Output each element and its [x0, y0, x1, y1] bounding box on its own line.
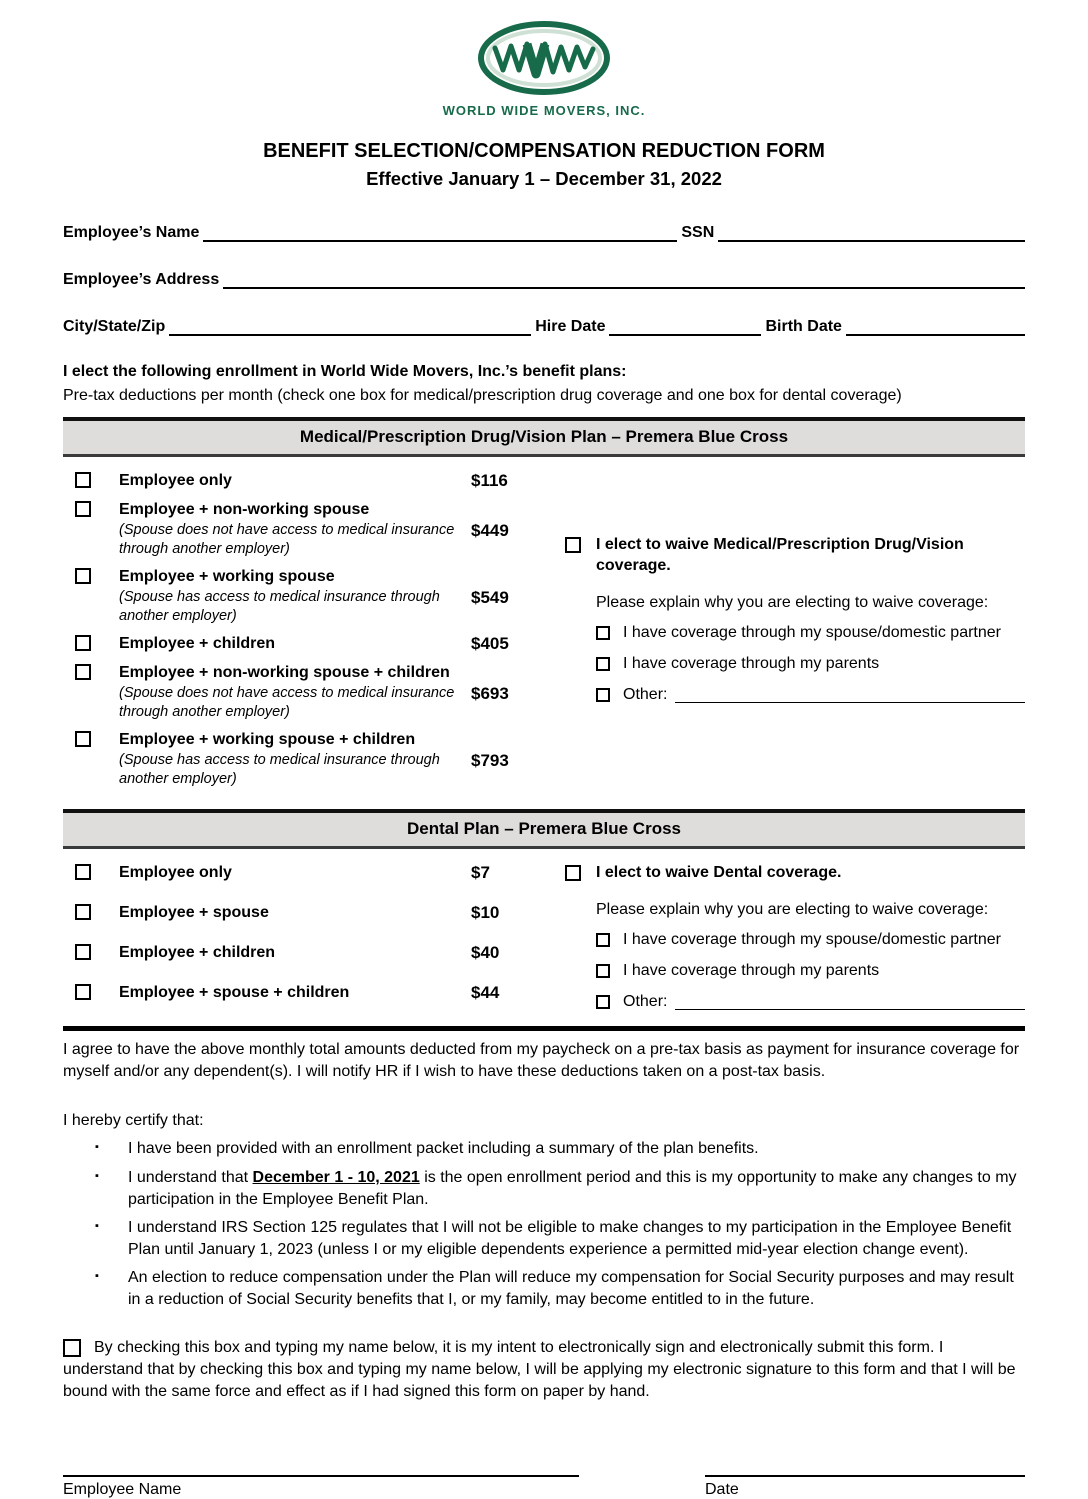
certify-heading: I hereby certify that:: [63, 1112, 204, 1130]
certify-bullet-enrollment-packet: ▪ I have been provided with an enrollment packet including a summary of the plan benefits.: [95, 1138, 1025, 1160]
signature-date-label: Date: [705, 1481, 739, 1499]
checkbox-waive-dental[interactable]: [565, 865, 581, 881]
waive-dental-label: I elect to waive Dental coverage.: [596, 864, 842, 882]
option-price: $10: [471, 903, 500, 923]
company-name: WORLD WIDE MOVERS, INC.: [442, 103, 646, 118]
medical-options-column: [63, 471, 533, 797]
option-price: $7: [471, 863, 490, 883]
option-label: Employee only: [119, 864, 232, 882]
medical-option-children: [63, 634, 533, 654]
dental-option-spouse-children: [63, 983, 533, 1003]
certify-bullet-open-enrollment: [95, 1167, 1025, 1210]
bullet-text: I understand that: [128, 1168, 253, 1186]
ssn-label: SSN: [681, 224, 715, 241]
checkbox-dental-children[interactable]: [75, 944, 91, 960]
option-price: $40: [471, 943, 500, 963]
reason-label: I have coverage through my parents: [623, 962, 880, 980]
dental-waive-election: [565, 863, 1025, 884]
pretax-instructions: Pre-tax deductions per month (check one box for medical/prescription drug coverage and one box for dental coverage): [63, 387, 902, 404]
checkbox-medical-reason-parents[interactable]: [596, 657, 610, 671]
dental-option-employee-only: [63, 863, 533, 883]
birth-date-label: Birth Date: [765, 318, 842, 335]
medical-option-nonworking-spouse-children: [63, 663, 533, 721]
certify-bullet-irs-section-125: ▪ I understand IRS Section 125 regulates that I will not be eligible to make changes to my participation in the Employee Benefit Plan until January 1, 2023 (unless I or my eligible dependents experience a permitted mid-year election change event).: [95, 1217, 1025, 1260]
hire-date-input[interactable]: [609, 316, 761, 336]
name-ssn-row: [63, 222, 1025, 242]
checkbox-medical-working-spouse[interactable]: [75, 568, 91, 584]
bullet-text: is the open enrollment period and this is my opportunity to make any changes to my participation in the Employee Benefit Plan.: [128, 1168, 1017, 1208]
checkbox-medical-reason-other[interactable]: [596, 688, 610, 702]
checkbox-dental-spouse[interactable]: [75, 904, 91, 920]
open-enrollment-dates: December 1 - 10, 2021: [252, 1168, 420, 1186]
election-statement: I elect the following enrollment in World Wide Movers, Inc.’s benefit plans:: [63, 363, 627, 380]
reason-label: Other:: [623, 685, 668, 703]
date-signature-input[interactable]: [705, 1455, 1025, 1477]
employee-info-section: [63, 222, 1025, 336]
wwm-logo-icon: [465, 20, 623, 100]
employee-address-input[interactable]: [223, 269, 1025, 289]
esign-consent-text: By checking this box and typing my name below, it is my intent to electronically sign and electronically submit this form. I understand that by checking this box and typing my name below, I will be applying my electronic signature to this form and that I will be bound with the same force and effect as if I had signed this form on paper by hand.: [63, 1338, 1016, 1400]
medical-waive-reason-other: [596, 686, 1025, 704]
reason-label: Other:: [623, 993, 668, 1011]
option-label: Employee + children: [119, 635, 276, 653]
option-label: Employee + non-working spouse + children: [119, 664, 450, 682]
dental-other-reason-input[interactable]: [675, 994, 1025, 1010]
medical-section-header: Medical/Prescription Drug/Vision Plan – Premera Blue Cross: [63, 417, 1025, 457]
form-subtitle: Effective January 1 – December 31, 2022: [366, 168, 722, 189]
deduction-agreement-text: I agree to have the above monthly total amounts deducted from my paycheck on a pre-tax basis as payment for insurance coverage for myself and/or any dependent(s). I will notify HR if I wish to have these deductions taken on a post-tax basis.: [63, 1041, 1020, 1080]
option-label: Employee + spouse + children: [119, 984, 350, 1002]
dental-waive-explain: Please explain why you are electing to waive coverage:: [596, 901, 989, 919]
option-price: $44: [471, 983, 500, 1003]
employee-address-label: Employee’s Address: [63, 271, 220, 288]
checkbox-dental-reason-parents[interactable]: [596, 964, 610, 978]
checkbox-medical-working-spouse-children[interactable]: [75, 731, 91, 747]
dental-option-children: [63, 943, 533, 963]
address-row: [63, 269, 1025, 289]
checkbox-medical-employee-only[interactable]: [75, 472, 91, 488]
dental-waive-reason-parents: [596, 962, 1025, 980]
option-price: $449: [471, 521, 509, 540]
option-label: Employee + spouse: [119, 904, 269, 922]
signature-name-block: [63, 1455, 579, 1499]
medical-option-nonworking-spouse: [63, 500, 533, 558]
waive-medical-label: I elect to waive Medical/Prescription Drug/Vision coverage.: [596, 536, 964, 574]
option-label: Employee + working spouse: [119, 568, 335, 586]
medical-waive-reason-parents: [596, 655, 1025, 673]
checkbox-medical-nonworking-spouse-children[interactable]: [75, 664, 91, 680]
checkbox-dental-employee-only[interactable]: [75, 864, 91, 880]
checkbox-medical-children[interactable]: [75, 635, 91, 651]
dental-waive-column: [565, 863, 1025, 1024]
checkbox-dental-reason-spouse[interactable]: [596, 933, 610, 947]
checkbox-waive-medical[interactable]: [565, 537, 581, 553]
dental-option-spouse: [63, 903, 533, 923]
form-title: BENEFIT SELECTION/COMPENSATION REDUCTION FORM: [263, 140, 825, 162]
dental-waive-reason-spouse: [596, 931, 1025, 949]
option-label: Employee only: [119, 472, 232, 489]
option-note: (Spouse has access to medical insurance through another employer): [119, 752, 440, 787]
option-label: Employee + children: [119, 944, 276, 962]
certify-bullet-social-security: ▪ An election to reduce compensation under the Plan will reduce my compensation for Social Security purposes and may result in a reduction of Social Security benefits that I, or my family, may become entitled to in the future.: [95, 1267, 1025, 1310]
option-label: Employee + non-working spouse: [119, 501, 370, 518]
checkbox-medical-reason-spouse[interactable]: [596, 626, 610, 640]
medical-waive-column: [565, 471, 1025, 797]
employee-name-signature-input[interactable]: [63, 1455, 579, 1477]
employee-name-input[interactable]: [203, 222, 677, 242]
dental-section-header: Dental Plan – Premera Blue Cross: [63, 809, 1025, 849]
dental-options-column: [63, 863, 533, 1024]
medical-other-reason-input[interactable]: [675, 687, 1025, 703]
esign-consent-block: [63, 1337, 1025, 1403]
reason-label: I have coverage through my spouse/domestic partner: [623, 931, 1001, 949]
medical-option-employee-only: [63, 471, 533, 491]
employee-name-label: Employee’s Name: [63, 224, 200, 241]
birth-date-input[interactable]: [846, 316, 1025, 336]
reason-label: I have coverage through my parents: [623, 654, 880, 672]
hire-date-label: Hire Date: [535, 318, 606, 335]
checkbox-dental-reason-other[interactable]: [596, 995, 610, 1009]
checkbox-medical-nonworking-spouse[interactable]: [75, 501, 91, 517]
signature-section: [63, 1455, 1025, 1499]
option-price: $405: [471, 634, 509, 654]
dental-section-body: [63, 863, 1025, 1024]
medical-option-working-spouse-children: [63, 730, 533, 788]
medical-section-body: [63, 471, 1025, 797]
option-price: $116: [471, 471, 508, 490]
certification-list: [63, 1138, 1025, 1310]
city-state-zip-input[interactable]: [169, 316, 531, 336]
signature-date-block: [705, 1455, 1025, 1499]
city-dates-row: [63, 316, 1025, 336]
option-note: (Spouse does not have access to medical insurance through another employer): [119, 522, 455, 557]
medical-waive-election: [565, 535, 1025, 577]
medical-waive-reason-spouse: [596, 624, 1025, 642]
medical-option-working-spouse: [63, 567, 533, 625]
checkbox-dental-spouse-children[interactable]: [75, 984, 91, 1000]
option-price: $693: [471, 684, 509, 704]
signature-name-label: Employee Name: [63, 1481, 182, 1499]
option-note: (Spouse does not have access to medical insurance through another employer): [119, 685, 455, 720]
option-note: (Spouse has access to medical insurance through another employer): [119, 589, 440, 624]
option-price: $793: [471, 751, 509, 771]
company-logo: [63, 20, 1025, 118]
option-price: $549: [471, 588, 509, 608]
reason-label: I have coverage through my spouse/domestic partner: [623, 623, 1001, 641]
option-label: Employee + working spouse + children: [119, 731, 416, 749]
city-state-zip-label: City/State/Zip: [63, 318, 166, 335]
checkbox-esign-consent[interactable]: [63, 1339, 81, 1357]
ssn-input[interactable]: [718, 222, 1025, 242]
dental-waive-reason-other: [596, 993, 1025, 1011]
medical-waive-explain: Please explain why you are electing to waive coverage:: [596, 593, 989, 611]
section-divider: [63, 1026, 1025, 1031]
